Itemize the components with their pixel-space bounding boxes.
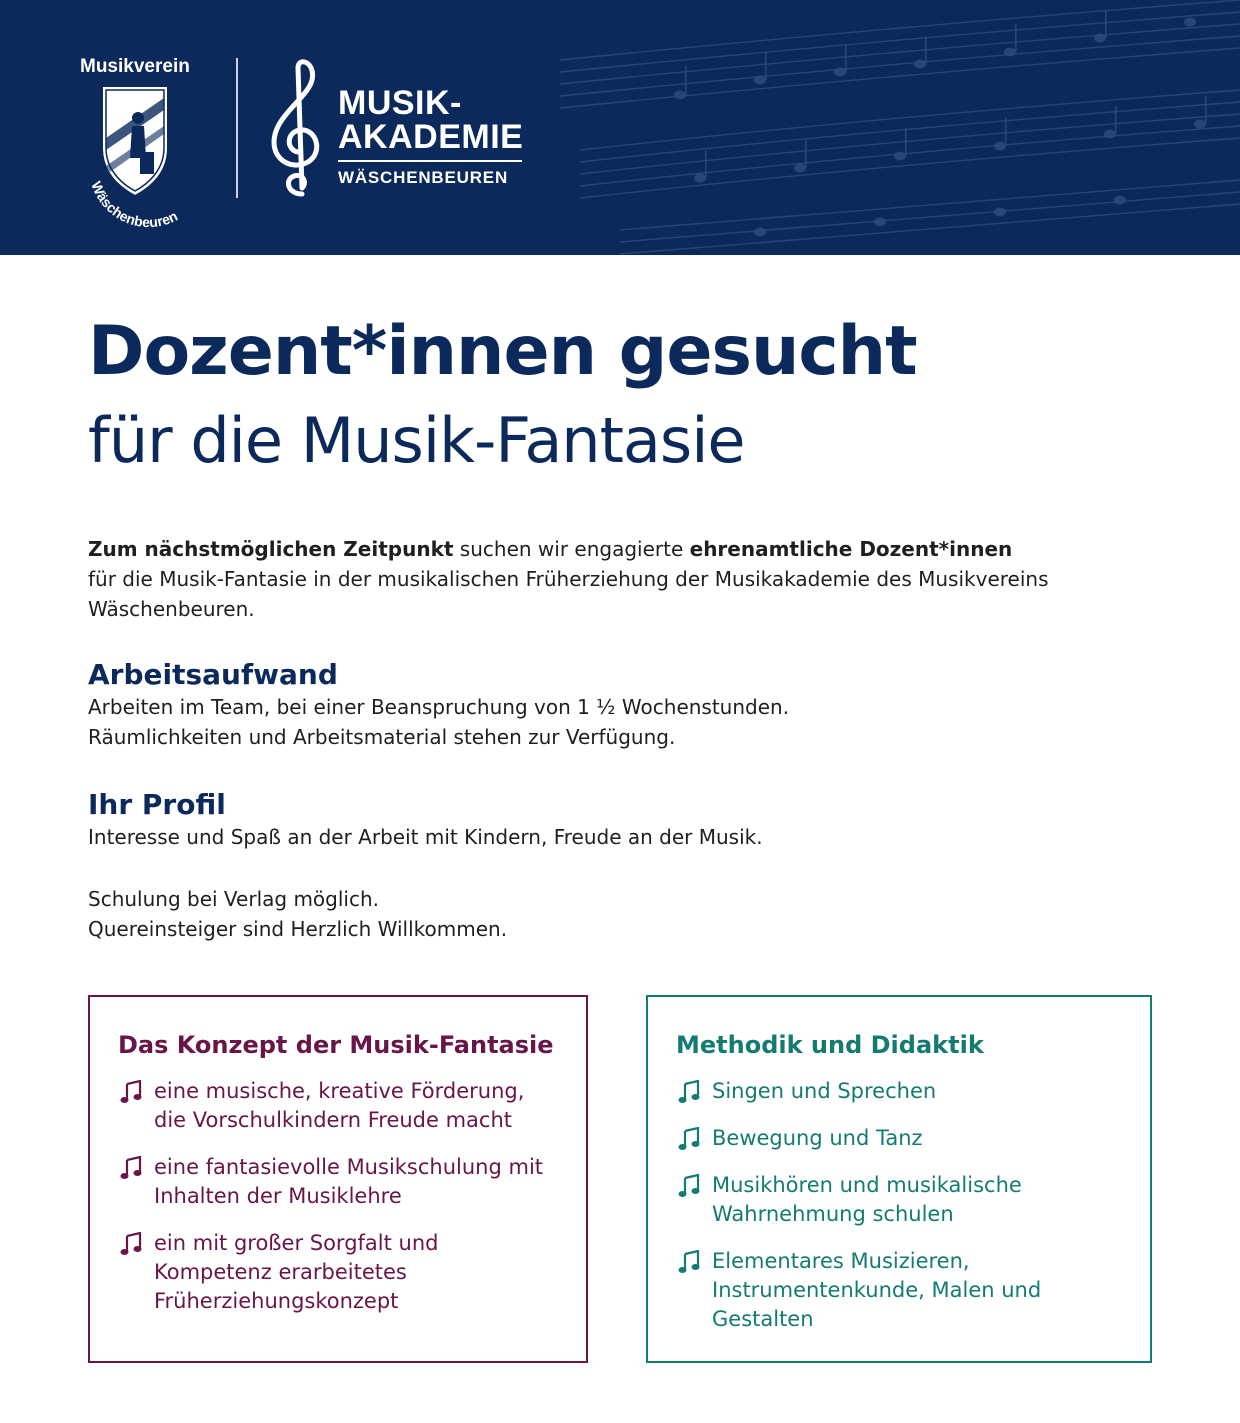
list-item — [676, 1171, 1122, 1229]
intro-bold-1: Zum nächstmöglichen Zeitpunkt — [88, 537, 454, 561]
akademie-line2: AKADEMIE — [338, 118, 524, 156]
music-note-icon — [678, 1250, 700, 1274]
konzept-item-text: ein mit großer Sorgfalt und Kompetenz erarbeitetes Früherziehungskonzept — [154, 1231, 439, 1313]
page-subtitle: für die Musik-Fantasie — [88, 404, 745, 477]
header-banner — [0, 0, 1240, 255]
konzept-box — [88, 995, 588, 1363]
akademie-line1: MUSIK- — [338, 84, 462, 122]
extra-line-2: Quereinsteiger sind Herzlich Willkommen. — [88, 917, 508, 941]
section-arbeitsaufwand — [88, 658, 1088, 752]
methodik-item-text: Singen und Sprechen — [712, 1079, 937, 1103]
club-name: Musikverein — [80, 56, 190, 77]
akademie-logo — [338, 86, 523, 188]
arbeitsaufwand-line-1: Arbeiten im Team, bei einer Beanspruchung von 1 ½ Wochenstunden. — [88, 695, 790, 719]
list-item — [118, 1077, 558, 1135]
music-note-icon — [678, 1174, 700, 1198]
methodik-item-text: Elementares Musizieren, Instrumentenkunde, Malen und Gestalten — [712, 1249, 1042, 1331]
logo-divider — [236, 58, 238, 198]
intro-bold-2: ehrenamtliche Dozent*innen — [689, 537, 1013, 561]
arbeitsaufwand-line-2: Räumlichkeiten und Arbeitsmaterial stehen zur Verfügung. — [88, 725, 676, 749]
methodik-title: Methodik und Didaktik — [676, 1031, 984, 1059]
extra-info — [88, 884, 1088, 944]
konzept-title: Das Konzept der Musik-Fantasie — [118, 1031, 554, 1059]
list-item — [118, 1153, 558, 1211]
section-title-arbeitsaufwand: Arbeitsaufwand — [88, 658, 338, 691]
section-profil — [88, 788, 1088, 852]
methodik-item-text: Musikhören und musikalische Wahrnehmung schulen — [712, 1173, 1022, 1226]
intro-text-1: suchen wir engagierte — [453, 537, 690, 561]
treble-clef-icon — [268, 58, 332, 198]
akademie-rule — [338, 160, 522, 162]
page-title: Dozent*innen gesucht — [88, 312, 917, 391]
music-note-icon — [120, 1080, 142, 1104]
methodik-list — [676, 1077, 1122, 1334]
club-logo — [80, 52, 220, 228]
list-item — [118, 1229, 558, 1316]
konzept-item-text: eine musische, kreative Förderung, die Vorschulkindern Freude macht — [154, 1079, 525, 1132]
music-note-icon — [678, 1127, 700, 1151]
music-note-icon — [120, 1232, 142, 1256]
intro-paragraph — [88, 534, 1088, 624]
music-note-icon — [678, 1080, 700, 1104]
music-note-icon — [120, 1156, 142, 1180]
extra-line-1: Schulung bei Verlag möglich. — [88, 887, 379, 911]
club-crest-icon — [80, 78, 220, 228]
konzept-item-text: eine fantasievolle Musikschulung mit Inhalten der Musiklehre — [154, 1155, 544, 1208]
list-item — [676, 1124, 1122, 1153]
list-item — [676, 1077, 1122, 1106]
list-item — [676, 1247, 1122, 1334]
akademie-line3: WÄSCHENBEUREN — [338, 168, 509, 187]
methodik-box — [646, 995, 1152, 1363]
section-title-profil: Ihr Profil — [88, 788, 226, 821]
methodik-item-text: Bewegung und Tanz — [712, 1126, 923, 1150]
konzept-list — [118, 1077, 558, 1316]
club-location: Wäschenbeuren — [88, 178, 181, 228]
intro-text-2: für die Musik-Fantasie in der musikalischen Früherziehung der Musikakademie des Musikvereins Wäschenbeuren. — [88, 567, 1049, 621]
profil-line-1: Interesse und Spaß an der Arbeit mit Kindern, Freude an der Musik. — [88, 825, 763, 849]
